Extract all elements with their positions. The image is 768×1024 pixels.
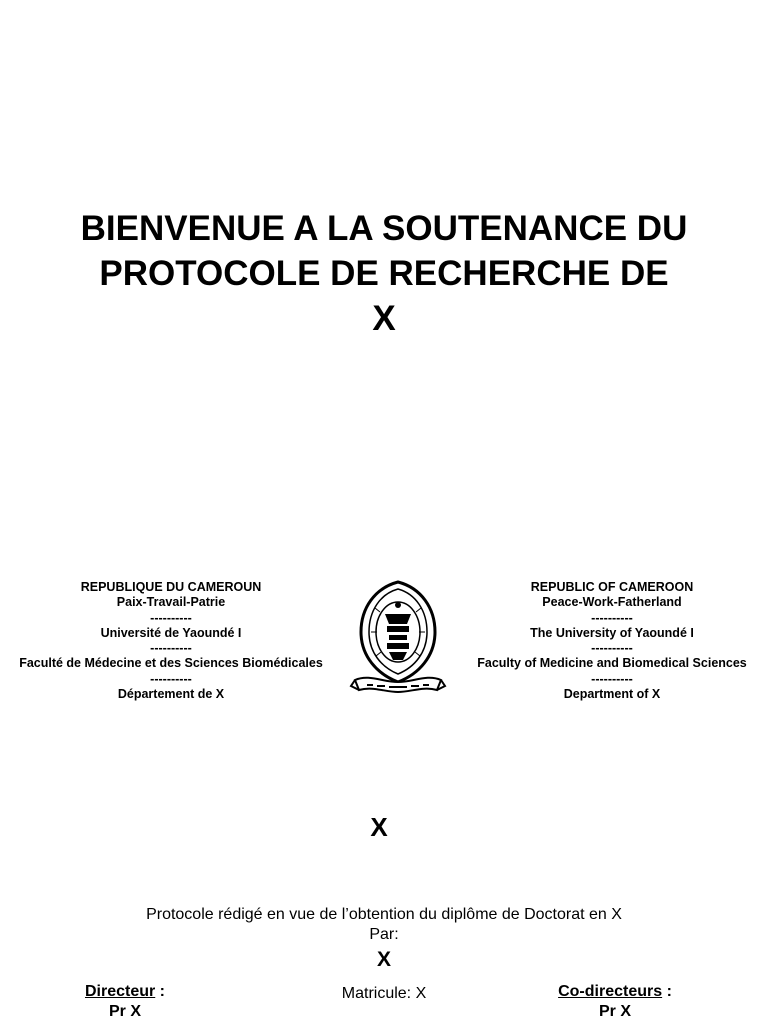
codirector-block (540, 982, 690, 1022)
department-fr: Département de X (117, 687, 225, 702)
separator: ---------- (591, 641, 633, 656)
department-en: Department of X (563, 687, 661, 702)
separator: ---------- (150, 610, 192, 625)
codirector-label: Co-directeurs (558, 983, 663, 1000)
separator: ---------- (150, 671, 192, 686)
author-name: X (370, 812, 388, 842)
title-line-3: X (372, 299, 396, 338)
country-fr: REPUBLIQUE DU CAMEROUN (80, 580, 262, 594)
page-title (0, 206, 768, 341)
codirector-colon: : (662, 983, 672, 1000)
separator: ---------- (150, 641, 192, 656)
country-en: REPUBLIC OF CAMEROON (530, 580, 694, 594)
title-line-2: PROTOCOLE DE RECHERCHE DE (99, 254, 669, 293)
motto-fr: Paix-Travail-Patrie (116, 595, 226, 610)
header-english (456, 580, 768, 702)
header-french (0, 580, 342, 702)
matricule: Matricule: X (341, 985, 427, 1002)
director-label: Directeur (84, 983, 156, 1000)
university-fr: Université de Yaoundé I (100, 625, 242, 640)
purpose-text: Protocole rédigé en vue de l’obtention du diplôme de Doctorat en X (146, 906, 622, 923)
university-seal-icon (349, 578, 447, 704)
codirector-name: Pr X (598, 1003, 631, 1020)
separator: ---------- (591, 671, 633, 686)
faculty-en: Faculty of Medicine and Biomedical Sciences (477, 656, 747, 671)
title-line-1: BIENVENUE A LA SOUTENANCE DU (80, 209, 688, 248)
motto-en: Peace-Work-Fatherland (542, 595, 682, 610)
director-block (55, 982, 195, 1022)
director-name: Pr X (108, 1003, 141, 1020)
by-label: Par: (369, 926, 399, 943)
purpose-statement (0, 905, 768, 945)
faculty-fr: Faculté de Médecine et des Sciences Biomédicales (19, 656, 323, 671)
university-en: The University of Yaoundé I (530, 625, 694, 640)
separator: ---------- (591, 610, 633, 625)
director-colon: : (155, 983, 166, 1000)
candidate-name: X (376, 948, 391, 971)
